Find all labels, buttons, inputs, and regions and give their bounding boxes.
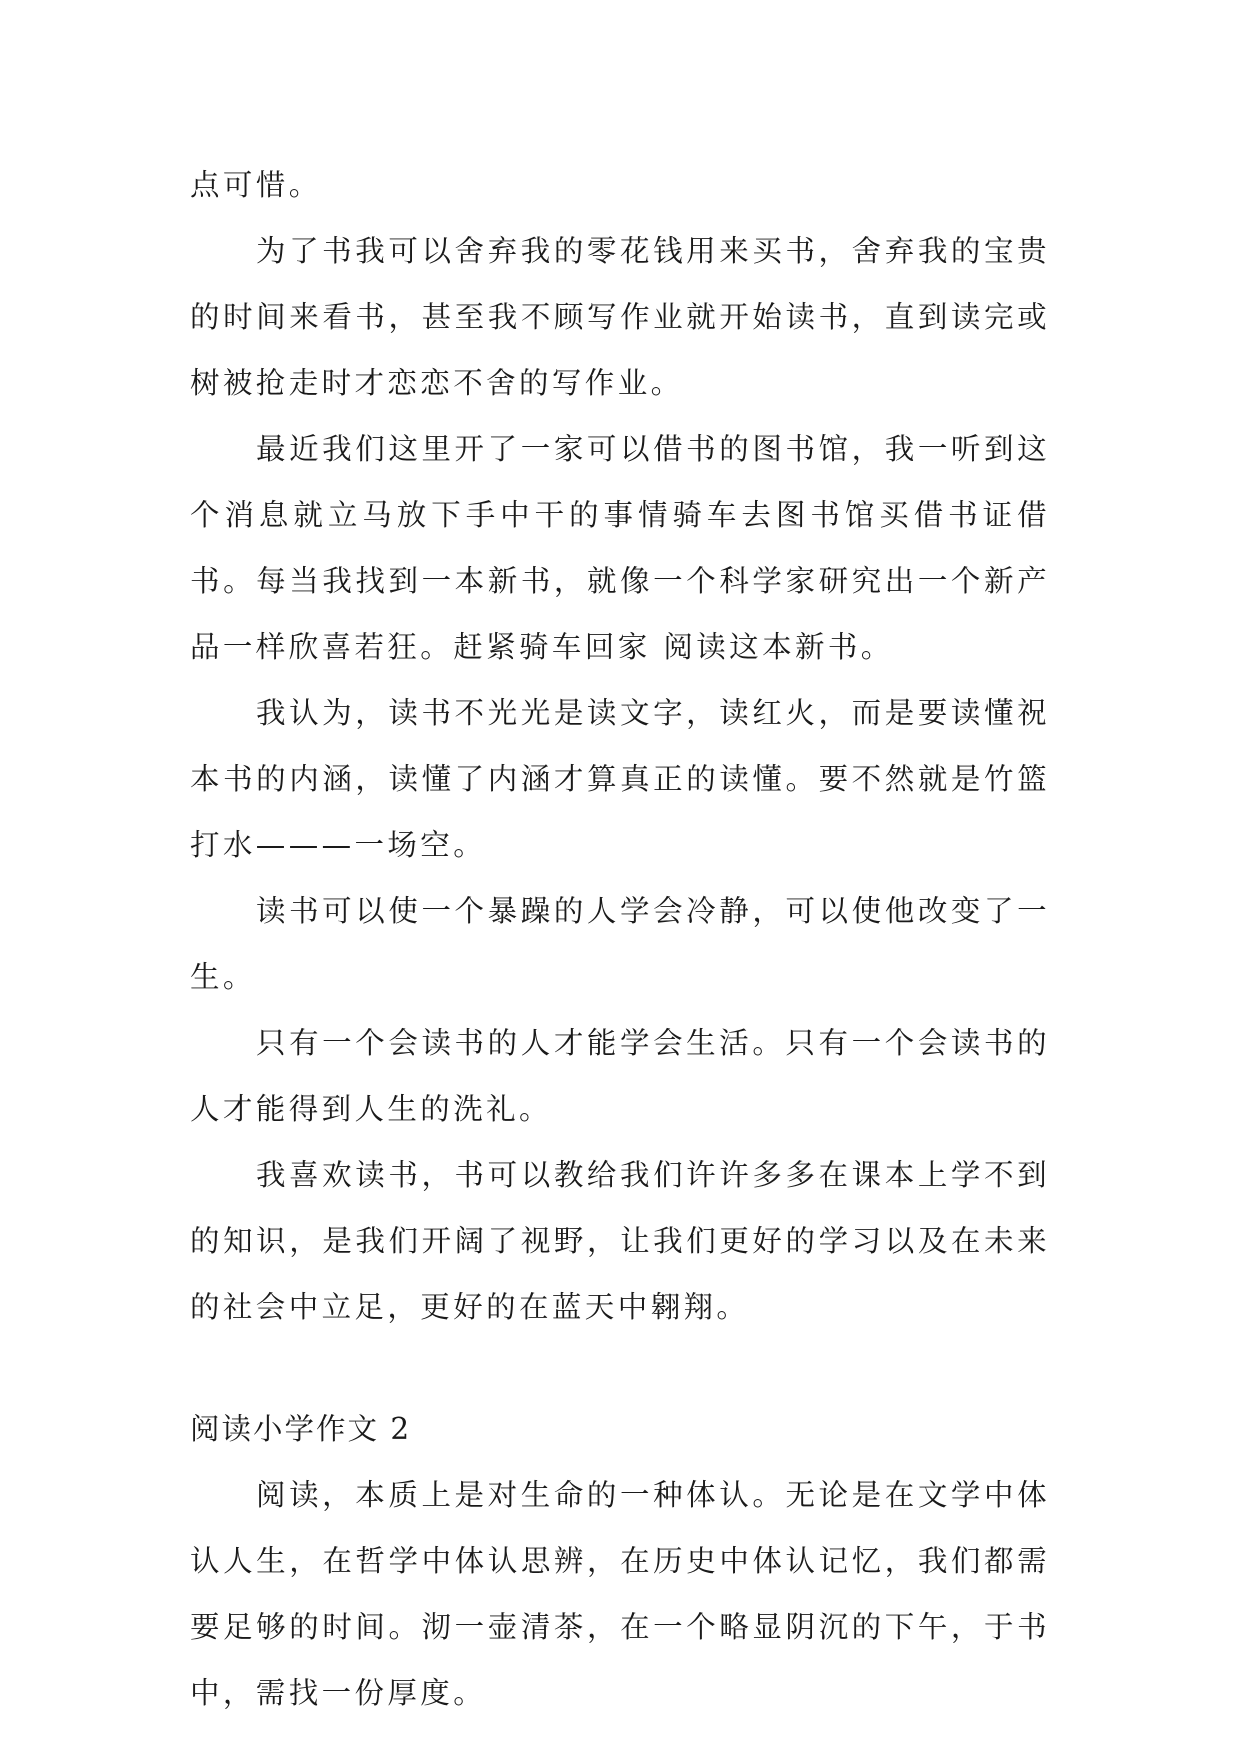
paragraph-continuation: 点可惜。 — [190, 168, 322, 202]
paragraph: 我认为，读书不光光是读文字，读红火，而是要读懂祝本书的内涵，读懂了内涵才算真正的读懂。要不然就是竹篮打水———一场空。 — [190, 696, 1050, 862]
paragraph: 为了书我可以舍弃我的零花钱用来买书，舍弃我的宝贵的时间来看书，甚至我不顾写作业就开始读书，直到读完或树被抢走时才恋恋不舍的写作业。 — [190, 234, 1050, 400]
paragraph: 阅读，本质上是对生命的一种体认。无论是在文学中体认人生，在哲学中体认思辨，在历史中体认记忆，我们都需要足够的时间。沏一壶清茶，在一个略显阴沉的下午，于书中，需找一份厚度。 — [190, 1478, 1050, 1710]
section-heading: 阅读小学作文 2 — [190, 1412, 412, 1446]
paragraph: 读书可以使一个暴躁的人学会冷静，可以使他改变了一生。 — [190, 894, 1050, 994]
paragraph: 最近我们这里开了一家可以借书的图书馆，我一听到这个消息就立马放下手中干的事情骑车去图书馆买借书证借书。每当我找到一本新书，就像一个科学家研究出一个新产品一样欣喜若狂。赶紧骑车回家 阅读这本新书。 — [190, 432, 1050, 664]
document-body — [190, 152, 1050, 1726]
paragraph: 只有一个会读书的人才能学会生活。只有一个会读书的人才能得到人生的洗礼。 — [190, 1026, 1050, 1126]
paragraph: 我喜欢读书，书可以教给我们许许多多在课本上学不到的知识，是我们开阔了视野，让我们更好的学习以及在未来的社会中立足，更好的在蓝天中翱翔。 — [190, 1158, 1050, 1324]
